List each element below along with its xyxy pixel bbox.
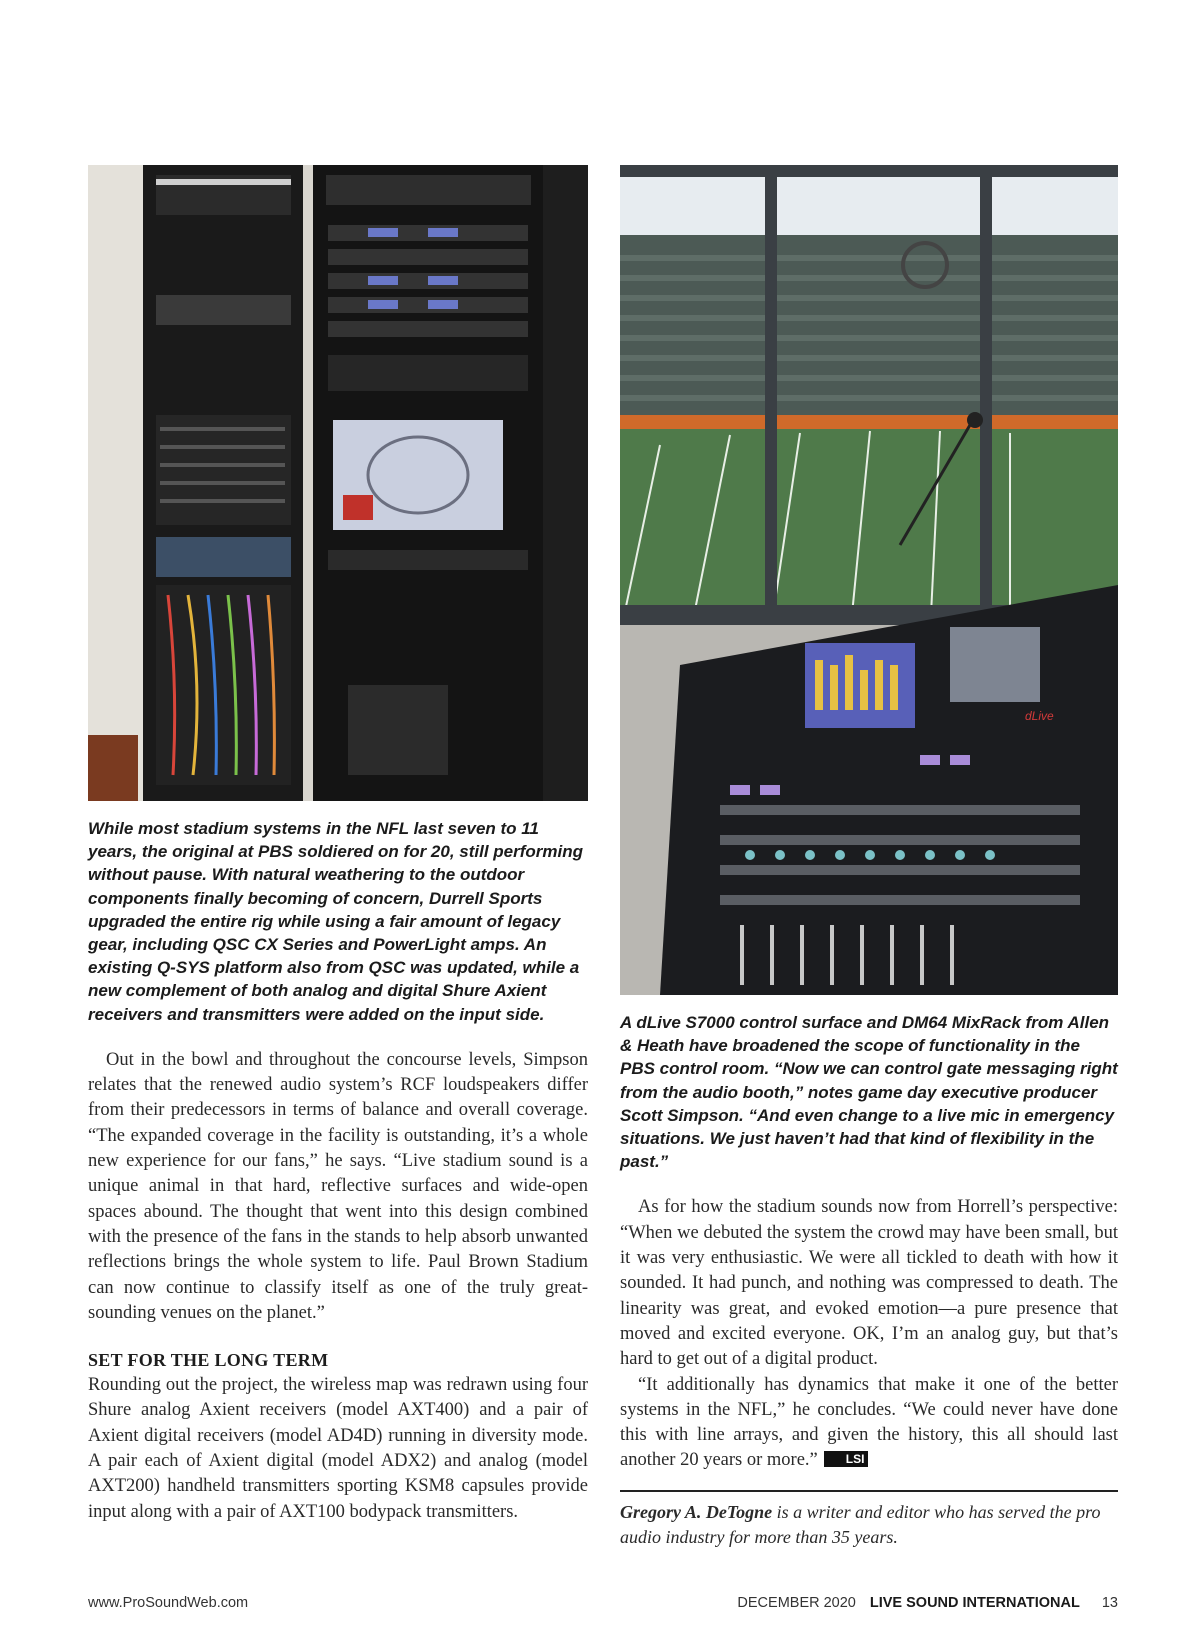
- right-column: [620, 165, 1118, 1550]
- server-rack-photo-icon: [88, 165, 588, 801]
- author-bio-text: is a writer and editor who has served the pro audio industry for more than 35 years.: [620, 1501, 1101, 1547]
- author-bio: [620, 1500, 1118, 1550]
- end-of-article-badge: LSI: [824, 1451, 869, 1467]
- right-photo-caption: A dLive S7000 control surface and DM64 MixRack from Allen & Heath have broadened the scope of functionality in the PBS control room. “Now we can control gate messaging right from the audio booth,” notes game day executive producer Scott Simpson. “And even change to a live mic in emergency situations. We just haven’t had that kind of flexibility in the past.”: [620, 1013, 1118, 1172]
- footer-right: [737, 1595, 1118, 1611]
- footer-magazine-name: LIVE SOUND INTERNATIONAL: [869, 1595, 1080, 1611]
- footer-website-link[interactable]: www.ProSoundWeb.com: [88, 1595, 249, 1611]
- equipment-rack-photo: [88, 165, 588, 801]
- author-name: Gregory A. DeTogne: [620, 1501, 773, 1522]
- section-heading: SET FOR THE LONG TERM: [88, 1350, 329, 1371]
- left-column: [88, 165, 588, 1525]
- footer-date: DECEMBER 2020: [737, 1595, 856, 1611]
- left-body-paragraph-1: Out in the bowl and throughout the concourse levels, Simpson relates that the renewed audio system’s RCF loudspeakers differ from their predecessors in terms of balance and overall coverage. “The expanded coverage in the facility is outstanding, it’s a whole new experience for our fans,” he says. “Live stadium sound is a unique animal in that hard, reflective surfaces and wide-open spaces abound. The thought that went into this design combined with the presence of the fans in the stands to help absorb unwanted reflections brings the whole system to life. Paul Brown Stadium can now continue to classify itself as one of the truly great-sounding venues on the planet.”: [88, 1049, 588, 1323]
- right-body-paragraph-2: [620, 1373, 1118, 1474]
- control-room-photo: [620, 165, 1118, 995]
- left-photo-caption: While most stadium systems in the NFL last seven to 11 years, the original at PBS soldiered on for 20, still performing without pause. With natural weathering to the outdoor components finally becoming of concern, Durrell Sports upgraded the entire rig while using a fair amount of legacy gear, including QSC CX Series and PowerLight amps. An existing Q-SYS platform also from QSC was updated, while a new complement of both analog and digital Shure Axient receivers and transmitters were added on the input side.: [88, 819, 584, 1024]
- right-body-paragraph-1: As for how the stadium sounds now from Horrell’s perspective: “When we debuted the system the crowd may have been small, but it was very enthusiastic. We were all tickled to death with how it sounded. It had punch, and nothing was compressed to death. The linearity was great, and evoked emotion—a pure presence that moved and excited everyone. OK, I’m an analog guy, but that’s hard to get out of a digital product.: [620, 1197, 1118, 1370]
- page-number: 13: [1101, 1595, 1118, 1611]
- bio-divider: [620, 1490, 1118, 1492]
- left-body-paragraph-2: Rounding out the project, the wireless map was redrawn using four Shure analog Axient receivers (model AXT400) and a pair of Axient digital receivers (model AD4D) running in diversity mode. A pair each of Axient digital (model ADX2) and analog (model AXT200) handheld transmitters sporting KSM8 capsules provide input along with a pair of AXT100 bodypack transmitters.: [88, 1375, 588, 1522]
- right-body-paragraph-2-text: “It additionally has dynamics that make it one of the better systems in the NFL,” he concludes. “We could never have done this with line arrays, and given the history, this all should last another 20 years or more.”: [620, 1374, 1118, 1471]
- mixing-console-photo-icon: [620, 165, 1118, 995]
- console-brand-label: dLive: [1025, 709, 1054, 723]
